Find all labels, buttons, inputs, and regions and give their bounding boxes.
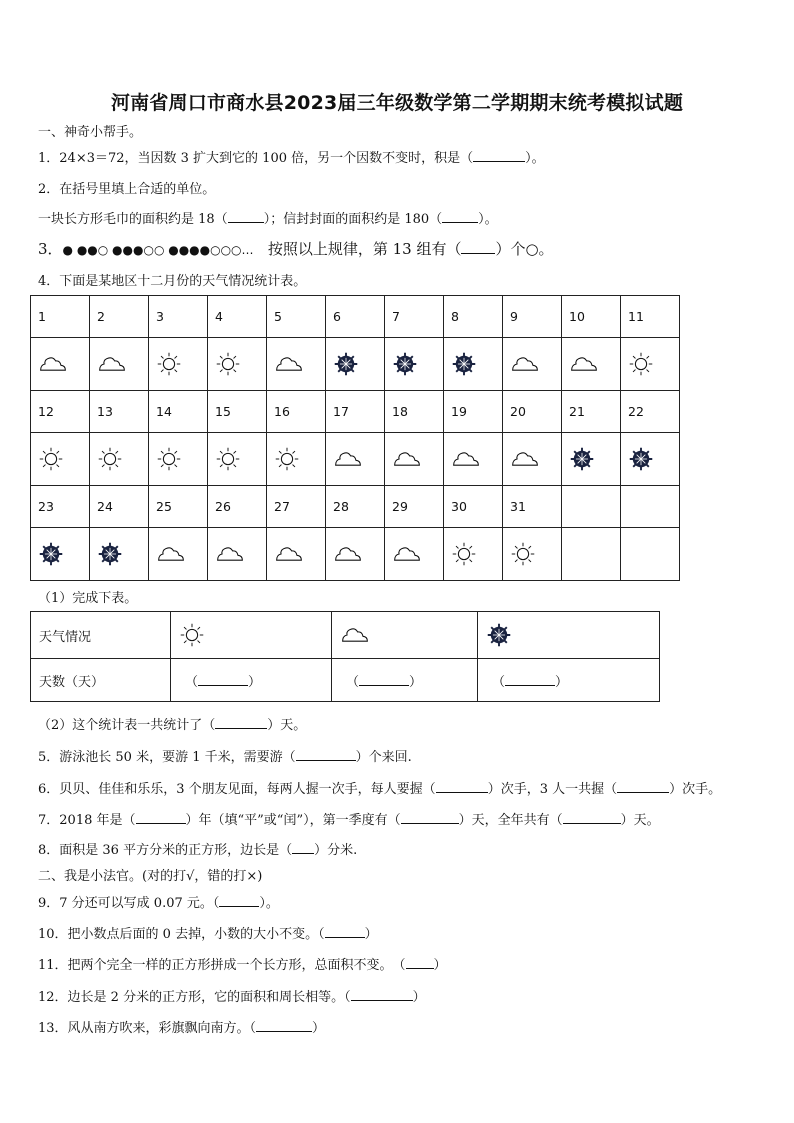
day-number-cell: 31	[503, 486, 562, 528]
day-number-cell: 14	[149, 391, 208, 433]
weather-table	[30, 295, 680, 581]
question-1: 1．24×3＝72，当因数 3 扩大到它的 100 倍，另一个因数不变时，积是（ ）。	[38, 151, 545, 166]
day-number-cell: 9	[503, 296, 562, 338]
sun-icon	[215, 446, 241, 472]
day-number-cell: 22	[621, 391, 680, 433]
cloud-icon	[215, 544, 245, 564]
question-9: 9．7 分还可以写成 0.07 元。（ ）。	[38, 896, 279, 911]
weather-icon-cell	[326, 433, 385, 486]
question-2: 2．在括号里填上合适的单位。	[38, 182, 216, 197]
answer-blank[interactable]	[256, 1019, 312, 1032]
cloud-icon	[510, 354, 540, 374]
sun-icon	[156, 446, 182, 472]
answer-blank[interactable]	[296, 748, 356, 761]
day-number-cell: 26	[208, 486, 267, 528]
question-3: 3．● ●●○ ●●●○○ ●●●●○○○… 按照以上规律，第 13 组有（ ）个○。	[38, 240, 554, 258]
weather-icon-cell	[31, 433, 90, 486]
day-number-cell: 30	[444, 486, 503, 528]
weather-icon-cell	[562, 433, 621, 486]
day-number-cell	[562, 486, 621, 528]
answer-blank[interactable]	[473, 149, 525, 162]
weather-icon-cell	[503, 338, 562, 391]
snow-icon	[628, 446, 654, 472]
day-number-cell: 4	[208, 296, 267, 338]
day-number-cell: 12	[31, 391, 90, 433]
weather-icon-cell	[149, 528, 208, 581]
cloud-icon	[392, 544, 422, 564]
answer-blank[interactable]	[292, 841, 314, 854]
sun-icon	[274, 446, 300, 472]
weather-icon-cell	[385, 528, 444, 581]
answer-blank[interactable]	[563, 811, 621, 824]
weather-icon-cell	[90, 528, 149, 581]
answer-blank[interactable]	[325, 925, 365, 938]
weather-icon-cell	[31, 338, 90, 391]
cloud-icon	[392, 449, 422, 469]
weather-icon-cell	[149, 433, 208, 486]
weather-icon-cell	[621, 338, 680, 391]
weather-icon-cell	[149, 338, 208, 391]
summary-sun-cell	[171, 612, 332, 659]
day-number-cell: 20	[503, 391, 562, 433]
cloud-icon	[333, 544, 363, 564]
weather-icon-cell	[208, 338, 267, 391]
cloud-icon	[274, 544, 304, 564]
cloud-icon	[97, 354, 127, 374]
day-number-cell: 21	[562, 391, 621, 433]
answer-blank[interactable]	[436, 780, 488, 793]
day-number-cell: 2	[90, 296, 149, 338]
weather-icon-cell	[621, 528, 680, 581]
question-7: 7．2018 年是（ ）年（填“平”或“闰”），第一季度有（ ）天，全年共有（ ）天。	[38, 813, 660, 828]
answer-blank[interactable]	[136, 811, 186, 824]
weather-icon-cell	[385, 433, 444, 486]
days-label: 天数（天）	[31, 659, 171, 702]
day-number-cell: 17	[326, 391, 385, 433]
sub-question-1: （1）完成下表。	[38, 591, 138, 606]
answer-blank[interactable]	[401, 811, 459, 824]
summary-snow-cell	[478, 612, 660, 659]
sun-icon	[628, 351, 654, 377]
days-snow-cell[interactable]: （ ）	[478, 659, 660, 702]
sun-icon	[451, 541, 477, 567]
sun-icon	[179, 622, 205, 648]
weather-icon-cell	[267, 433, 326, 486]
snow-icon	[486, 622, 512, 648]
answer-blank[interactable]	[215, 716, 267, 729]
sun-icon	[97, 446, 123, 472]
question-6: 6．贝贝、佳佳和乐乐，3 个朋友见面，每两人握一次手，每人要握（ ）次手，3 人一共握（ ）次手。	[38, 782, 722, 797]
day-number-cell: 27	[267, 486, 326, 528]
snow-icon	[451, 351, 477, 377]
weather-icon-cell	[444, 338, 503, 391]
summary-cloud-cell	[332, 612, 478, 659]
answer-blank[interactable]	[219, 894, 259, 907]
days-cloud-cell[interactable]: （ ）	[332, 659, 478, 702]
day-number-cell: 11	[621, 296, 680, 338]
question-5: 5．游泳池长 50 米，要游 1 千米，需要游（ ）个来回.	[38, 750, 412, 765]
cloud-icon	[510, 449, 540, 469]
weather-icon-cell	[267, 528, 326, 581]
cloud-icon	[333, 449, 363, 469]
sun-icon	[510, 541, 536, 567]
weather-icon-cell	[503, 528, 562, 581]
pattern-sequence: ● ●●○ ●●●○○ ●●●●○○○…	[62, 243, 254, 257]
day-number-cell: 3	[149, 296, 208, 338]
cloud-icon	[569, 354, 599, 374]
days-sun-cell[interactable]: （ ）	[171, 659, 332, 702]
day-number-cell: 6	[326, 296, 385, 338]
answer-blank[interactable]	[406, 956, 434, 969]
day-number-cell: 28	[326, 486, 385, 528]
answer-blank[interactable]	[351, 988, 413, 1001]
answer-blank[interactable]	[228, 210, 264, 223]
snow-icon	[392, 351, 418, 377]
question-2-detail: 一块长方形毛巾的面积约是 18（ ）；信封封面的面积约是 180（ ）。	[38, 212, 498, 227]
sun-icon	[38, 446, 64, 472]
day-number-cell: 29	[385, 486, 444, 528]
day-number-cell: 25	[149, 486, 208, 528]
weather-icon-cell	[208, 528, 267, 581]
weather-icon-cell	[90, 338, 149, 391]
page-title: 河南省周口市商水县2023届三年级数学第二学期期末统考模拟试题	[110, 92, 684, 114]
weather-icon-cell	[31, 528, 90, 581]
snow-icon	[97, 541, 123, 567]
question-4: 4．下面是某地区十二月份的天气情况统计表。	[38, 274, 307, 289]
weather-icon-cell	[208, 433, 267, 486]
weather-icon-cell	[503, 433, 562, 486]
sub-question-2: （2）这个统计表一共统计了（ ）天。	[38, 718, 307, 733]
section-heading-1: 一、神奇小帮手。	[38, 125, 143, 140]
sun-icon	[215, 351, 241, 377]
cloud-icon	[156, 544, 186, 564]
day-number-cell: 15	[208, 391, 267, 433]
day-number-cell: 10	[562, 296, 621, 338]
cloud-icon	[340, 625, 370, 645]
question-11: 11．把两个完全一样的正方形拼成一个长方形，总面积不变。 （ ）	[38, 958, 447, 973]
weather-icon-cell	[621, 433, 680, 486]
cloud-icon	[38, 354, 68, 374]
day-number-cell: 23	[31, 486, 90, 528]
day-number-cell: 13	[90, 391, 149, 433]
day-number-cell: 5	[267, 296, 326, 338]
day-number-cell: 18	[385, 391, 444, 433]
cloud-icon	[451, 449, 481, 469]
day-number-cell	[621, 486, 680, 528]
day-number-cell: 1	[31, 296, 90, 338]
weather-icon-cell	[326, 338, 385, 391]
day-number-cell: 16	[267, 391, 326, 433]
question-13: 13．风从南方吹来，彩旗飘向南方。（ ）	[38, 1021, 326, 1036]
day-number-cell: 24	[90, 486, 149, 528]
weather-icon-cell	[444, 528, 503, 581]
day-number-cell: 8	[444, 296, 503, 338]
cloud-icon	[274, 354, 304, 374]
weather-icon-cell	[267, 338, 326, 391]
question-8: 8．面积是 36 平方分米的正方形，边长是（ ）分米.	[38, 843, 358, 858]
weather-icon-cell	[444, 433, 503, 486]
snow-icon	[569, 446, 595, 472]
weather-icon-cell	[562, 528, 621, 581]
day-number-cell: 7	[385, 296, 444, 338]
question-10: 10．把小数点后面的 0 去掉，小数的大小不变。（ ）	[38, 927, 378, 942]
answer-blank[interactable]	[617, 780, 669, 793]
snow-icon	[38, 541, 64, 567]
summary-table	[30, 611, 660, 702]
section-heading-2: 二、我是小法官。(对的打√，错的打×)	[38, 869, 263, 884]
day-number-cell: 19	[444, 391, 503, 433]
question-12: 12．边长是 2 分米的正方形，它的面积和周长相等。（ ）	[38, 990, 426, 1005]
answer-blank[interactable]	[442, 210, 478, 223]
sun-icon	[156, 351, 182, 377]
weather-label: 天气情况	[31, 612, 171, 659]
snow-icon	[333, 351, 359, 377]
weather-icon-cell	[90, 433, 149, 486]
answer-blank[interactable]	[461, 241, 495, 254]
weather-icon-cell	[562, 338, 621, 391]
weather-icon-cell	[326, 528, 385, 581]
weather-icon-cell	[385, 338, 444, 391]
